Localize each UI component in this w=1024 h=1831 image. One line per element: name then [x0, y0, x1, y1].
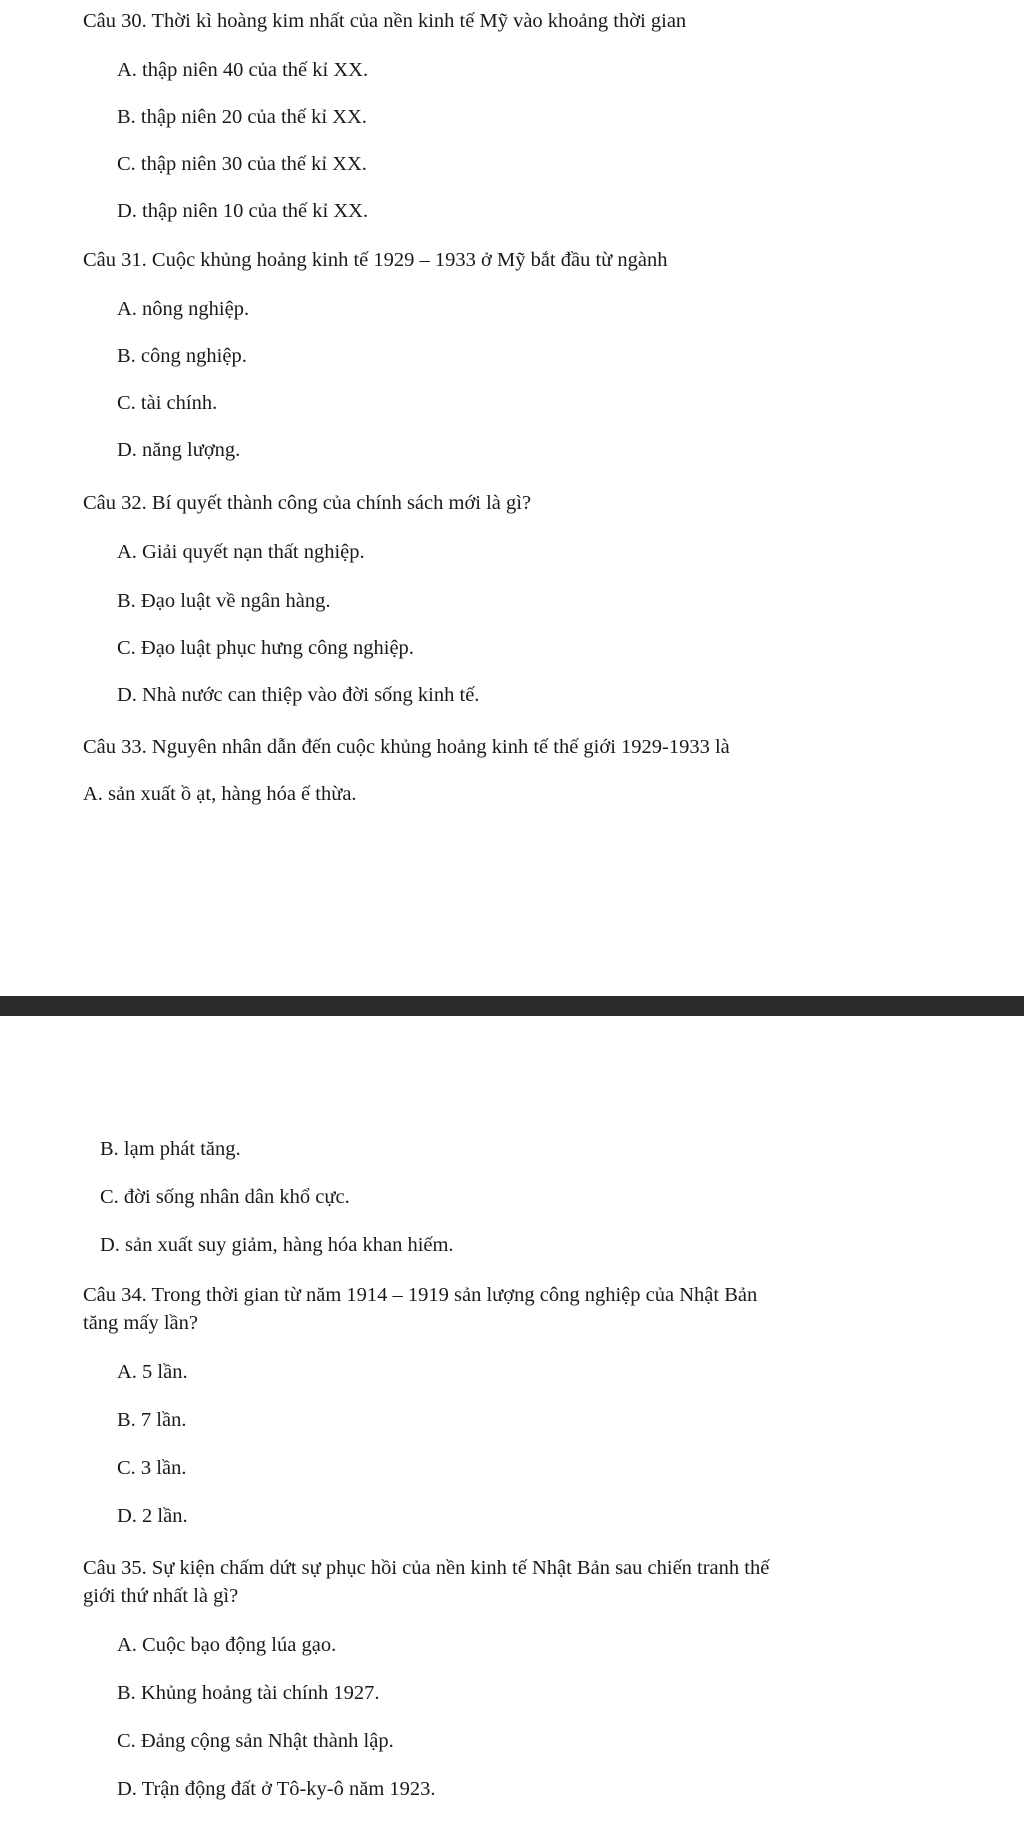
q34-option-b: B. 7 lần.: [117, 1409, 187, 1431]
q35-option-a: A. Cuộc bạo động lúa gạo.: [117, 1634, 337, 1656]
question-32: Câu 32. Bí quyết thành công của chính sách mới là gì?: [83, 492, 532, 514]
q34-option-d: D. 2 lần.: [117, 1505, 188, 1527]
question-35-line-2: giới thứ nhất là gì?: [83, 1585, 239, 1607]
q33-option-d: D. sản xuất suy giảm, hàng hóa khan hiếm.: [100, 1234, 454, 1256]
question-31: Câu 31. Cuộc khủng hoảng kinh tế 1929 – 1933 ở Mỹ bắt đầu từ ngành: [83, 249, 668, 271]
q30-option-c: C. thập niên 30 của thế kỉ XX.: [117, 153, 367, 175]
page-divider: [0, 996, 1024, 1016]
q32-option-a: A. Giải quyết nạn thất nghiệp.: [117, 541, 365, 563]
q33-option-a: A. sản xuất ồ ạt, hàng hóa ế thừa.: [83, 783, 357, 805]
q34-option-a: A. 5 lần.: [117, 1361, 188, 1383]
question-30: Câu 30. Thời kì hoàng kim nhất của nền kinh tế Mỹ vào khoảng thời gian: [83, 10, 687, 32]
q30-option-d: D. thập niên 10 của thế kỉ XX.: [117, 200, 369, 222]
question-34-line-2: tăng mấy lần?: [83, 1312, 198, 1334]
q35-option-c: C. Đảng cộng sản Nhật thành lập.: [117, 1730, 394, 1752]
q32-option-c: C. Đạo luật phục hưng công nghiệp.: [117, 637, 414, 659]
q34-option-c: C. 3 lần.: [117, 1457, 187, 1479]
q31-option-c: C. tài chính.: [117, 392, 218, 414]
q31-option-a: A. nông nghiệp.: [117, 298, 250, 320]
q33-option-b: B. lạm phát tăng.: [100, 1138, 241, 1160]
q35-option-d: D. Trận động đất ở Tô-ky-ô năm 1923.: [117, 1778, 436, 1800]
q31-option-b: B. công nghiệp.: [117, 345, 247, 367]
q31-option-d: D. năng lượng.: [117, 439, 241, 461]
question-35-line-1: Câu 35. Sự kiện chấm dứt sự phục hồi của nền kinh tế Nhật Bản sau chiến tranh thế: [83, 1557, 770, 1579]
question-34-line-1: Câu 34. Trong thời gian từ năm 1914 – 1919 sản lượng công nghiệp của Nhật Bản: [83, 1284, 758, 1306]
q30-option-b: B. thập niên 20 của thế kỉ XX.: [117, 106, 367, 128]
q32-option-b: B. Đạo luật về ngân hàng.: [117, 590, 331, 612]
q32-option-d: D. Nhà nước can thiệp vào đời sống kinh tế.: [117, 684, 480, 706]
question-33: Câu 33. Nguyên nhân dẫn đến cuộc khủng hoảng kinh tế thế giới 1929-1933 là: [83, 736, 730, 758]
q33-option-c: C. đời sống nhân dân khổ cực.: [100, 1186, 350, 1208]
q35-option-b: B. Khủng hoảng tài chính 1927.: [117, 1682, 380, 1704]
q30-option-a: A. thập niên 40 của thế kỉ XX.: [117, 59, 369, 81]
